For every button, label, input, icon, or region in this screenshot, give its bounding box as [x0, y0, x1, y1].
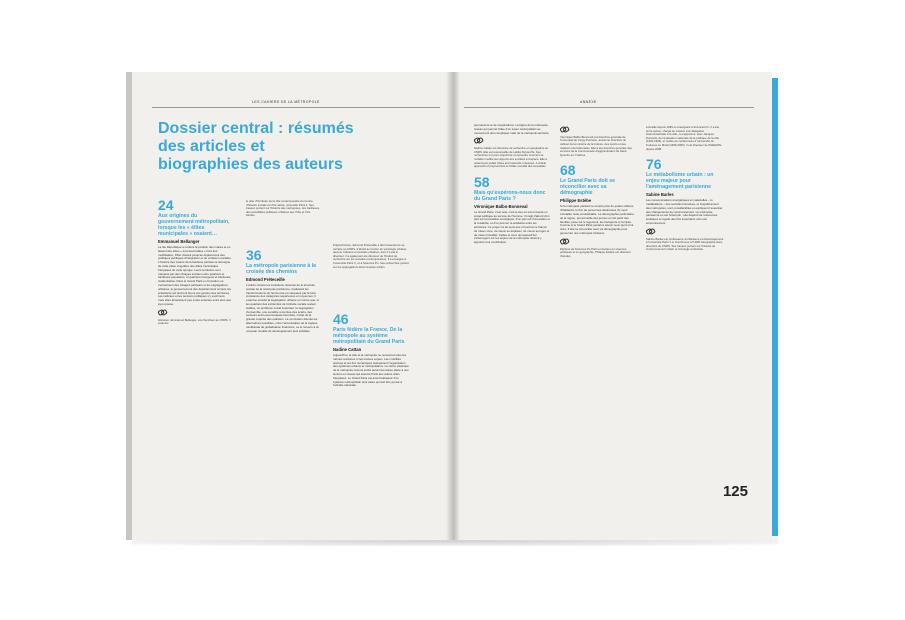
article-summary: Si la métropole parisienne compte plus de quatre millions d'habitants, le flux de personnes désireuses d'y venir s'installer reste considérable. La démographie particulière de la région, qui accueille des jeunes et voit partir des familles, pèse sur le logement, les transports et l'emploi. Comme si le Grand Paris peinait à retenir ceux qui le font vivre, il doit se réconcilier avec sa démographie pour gouverner une métropole inclusive.	[560, 204, 634, 235]
running-head-left: LES CAHIERS DE LA MÉTROPOLE	[252, 100, 320, 104]
running-head-right: ANNEXE	[580, 100, 597, 104]
author-bio: Historien, Emmanuel Bellanger, est chercheur au CNRS. Il examine	[158, 317, 231, 326]
link-icon	[474, 138, 481, 142]
article-summary: Aujourd'hui, la ville et la métropole ne recouvrent plus les mêmes territoires ni les mêmes enjeux. Les mobilités accrues et les flux numériques redessinent l'organisation des systèmes urbains et métropolitains. La vision classique de la métropole comme entité autonome laisse place à une lecture en réseau qui associe Paris aux autres villes françaises. Le Grand Paris est ainsi fédérateur d'un système métropolitain plus vaste qui doit être pensé à l'échelle nationale.	[333, 353, 409, 388]
article-title: Le Grand Paris doit se réconcilier avec sa démographie	[560, 178, 616, 197]
article-number: 76	[646, 156, 662, 173]
article-number: 68	[560, 162, 576, 179]
article-title: Le métabolisme urbain : un enjeu majeur pour l'aménagement parisienne	[646, 172, 714, 191]
spine	[446, 72, 460, 540]
article-author: Véronique Balbo-Bonneval	[474, 203, 528, 209]
left-page	[126, 72, 452, 540]
header-rule	[152, 107, 440, 108]
link-icon	[158, 310, 165, 314]
page-edge-accent	[772, 78, 778, 536]
author-bio: Polytechnicien, Edmond Préteceille a fait l'essentiel de sa carrière au CNRS, d'abord au Centre de sociologie urbaine, devenu Cultures et sociétés urbaines, dont il a été le directeur. Il a également été directeur de l'Institut de recherche sur les sociétés contemporaines. Il a enseigné à l'université Paris X, et à Sciences Po. Ses recherches portent sur les ségrégations dans l'espace urbain.	[333, 243, 409, 269]
right-column-1	[474, 124, 550, 245]
link-icon	[560, 239, 567, 243]
open-magazine	[126, 72, 778, 540]
right-page	[452, 72, 772, 540]
article-author: Nadine Cattan	[333, 347, 362, 352]
link-icon	[560, 127, 567, 131]
article-column-2	[246, 248, 320, 333]
right-column-3	[646, 124, 724, 252]
article-number: 24	[158, 197, 174, 213]
article-number: 58	[474, 173, 490, 190]
page-number: 125	[722, 483, 748, 500]
article-column-1	[158, 198, 232, 326]
article-title: Aux origines du gouvernement métropolitain, lorsque les « élites municipales » osaient…	[158, 213, 230, 237]
article-title: La métropole parisienne à la croisée des chemins	[246, 263, 317, 275]
article-number: 46	[333, 311, 349, 327]
author-bio: le pôle d'Territoire de la ville contemporaine du Centre d'histoire sociale du XXe siècle, université Paris 1. Ses travaux portent sur l'histoire des métropoles, des banlieues, des sociabilités politiques urbaines aux XIXe et XXe siècles.	[246, 199, 320, 218]
article-number: 36	[246, 247, 262, 263]
article-column-3	[333, 242, 409, 269]
header-rule	[464, 107, 754, 108]
article-summary: Les consommations énergétiques et matérielles – le métabolisme – des sociétés humaines, et singulièrement des métropoles, sont considérables et expliquent l'essentiel des changements de l'environnement. La métropole parisienne en est l'exemple : elle dépend de ressources lointaines et rejette des flux importants vers son environnement.	[646, 198, 723, 225]
article-summary-cont: permanents et de coopérations. La figure de la métropole-réseau qui permet l'idée d'un super métropolitain au mouvement doit compliquer celle de la métropole-territoire.	[474, 123, 550, 135]
article-summary: L'article retrace les évolutions récentes de la structure sociale de la métropole parisienne, traduisant les transformations de l'économie et marquées par la forte croissance des catégories supérieures et moyennes. Il examine ensuite la ségrégation urbaine et montre que, si les quartiers des extrémités de l'échelle sociale restent stables, un problème social important, la ségrégation d'ensemble, une sensible remontée des écarts, des secteurs socio-économiques favorisés, mixité de la grande majorité des quartiers. La conclusion discute les alternatives possibles, entre l'accentuation de la logique néolibérale de globalisation financière, ou le recours à un nouveau modèle de développement plus solidaire.	[246, 283, 320, 333]
article-title: Mais qu'espérons-nous donc du Grand Paris ?	[474, 189, 546, 202]
article-title: Paris fédère la France. De la métropole au système métropolitain du Grand Paris	[333, 327, 405, 345]
article-author: Philippe Estèbe	[560, 198, 592, 204]
article-summary: La IIIe République a conféré la position des maires et en faisant des élites « incontournables » hors leur mobilisation. Pilier d'avant jusqu'au déploiement des politiques publiques d'intégration et de cohésion sociales. L'histoire des maires de la banlieue parisienne témoigne de cette place singulière des élites municipales françaises de cette époque. Leurs territoires sont marqués par des clivages sociaux entre quartiers et banlieues populaires, et quartiers bourgeois et banlieues résidentielles. Dans le Grand Paris en formation où s'enracinent des clivages partisans et les ségrégations urbaines, le gouvernement des départements compte les présidents qui donnent lieu à une gestion des territoires. Les radicaux et les tensions politiques s'y expriment, mais elles aboutissent peu à des ententes entre élus que tout oppose.	[158, 245, 232, 306]
author-bio-cont: à Acadie depuis 1995 et enseignant à Sciences Po. Il a été, entre autres, chargé de mission à la délégation interministérielle à la ville, co-rapporteur, avec Jacques Donzelot, de l'évaluation nationale de la politique de la ville (1992-1994), et maître de conférences à l'université de Toulouse Le Mirail (1995-2006). Il est directeur de l'IHEDATE depuis 2008.	[646, 125, 722, 151]
article-summary: Le Grand Paris, c'est cela, c'est le lieu où s'est inventé un projet politique au service de l'homme. Il s'agit d'abord d'un pari sur la transition écologique, d'un pari sur l'innovation et la créativité, et d'un pari sur la solidarité entre les territoires. Ce projet n'a de sens que s'il permet à chacun de mieux vivre, de mieux se déplacer, de mieux se loger et de mieux travailler. Celles et ceux qui aujourd'hui s'interrogent sur les enjeux de la métropole doivent y apporter leur contribution.	[474, 209, 550, 245]
author-bio: Sabine Barles est professeure d'urbanisme et d'aménagement à l'université Paris 1 et chercheuse à l'UMR Géographie-cités, directrice du CNRS. Ses travaux portent sur l'histoire de l'environnement urbain et l'écologie territoriale.	[646, 236, 724, 252]
article-author: Emmanuel Bellanger	[158, 239, 200, 244]
author-bio: Nadine Cattan est directrice de recherche en géographie au CNRS. Elle est responsable de LabEx DynamiTe. Ses recherches ont pour objectif de comprendre comment la mobilité modifie les rapports des sociétés à l'espace. Elle a notamment publié Cities and networks in Europe. A critical approach of polycentrism et l'Atlas mondial des sexualités.	[474, 146, 549, 169]
article-author: Edmond Préteceille	[246, 277, 285, 282]
dossier-title: Dossier central : résumés des articles et biographies des auteurs	[158, 120, 354, 173]
author-bio: Diplômé de Sciences Po Paris et docteur en sciences politiques et en géographie, Philippe Estèbe est directeur d'études	[560, 246, 631, 258]
right-column-2	[560, 124, 634, 258]
bio-preteceille-top	[246, 198, 320, 218]
author-bio: Véronique Balbo-Bonneval est directrice générale de l'université de Cergy-Pontoise, ancienne directrice de cabinet de la ministre de la Culture, des sports et des relations internationales. Elle a été directrice générale des services de la Communauté d'agglomération de Saint-Quentin-en-Yvelines.	[560, 134, 632, 157]
link-icon	[646, 229, 653, 233]
article-column-3-main	[333, 312, 409, 388]
article-author: Sabine Barles	[646, 192, 674, 198]
